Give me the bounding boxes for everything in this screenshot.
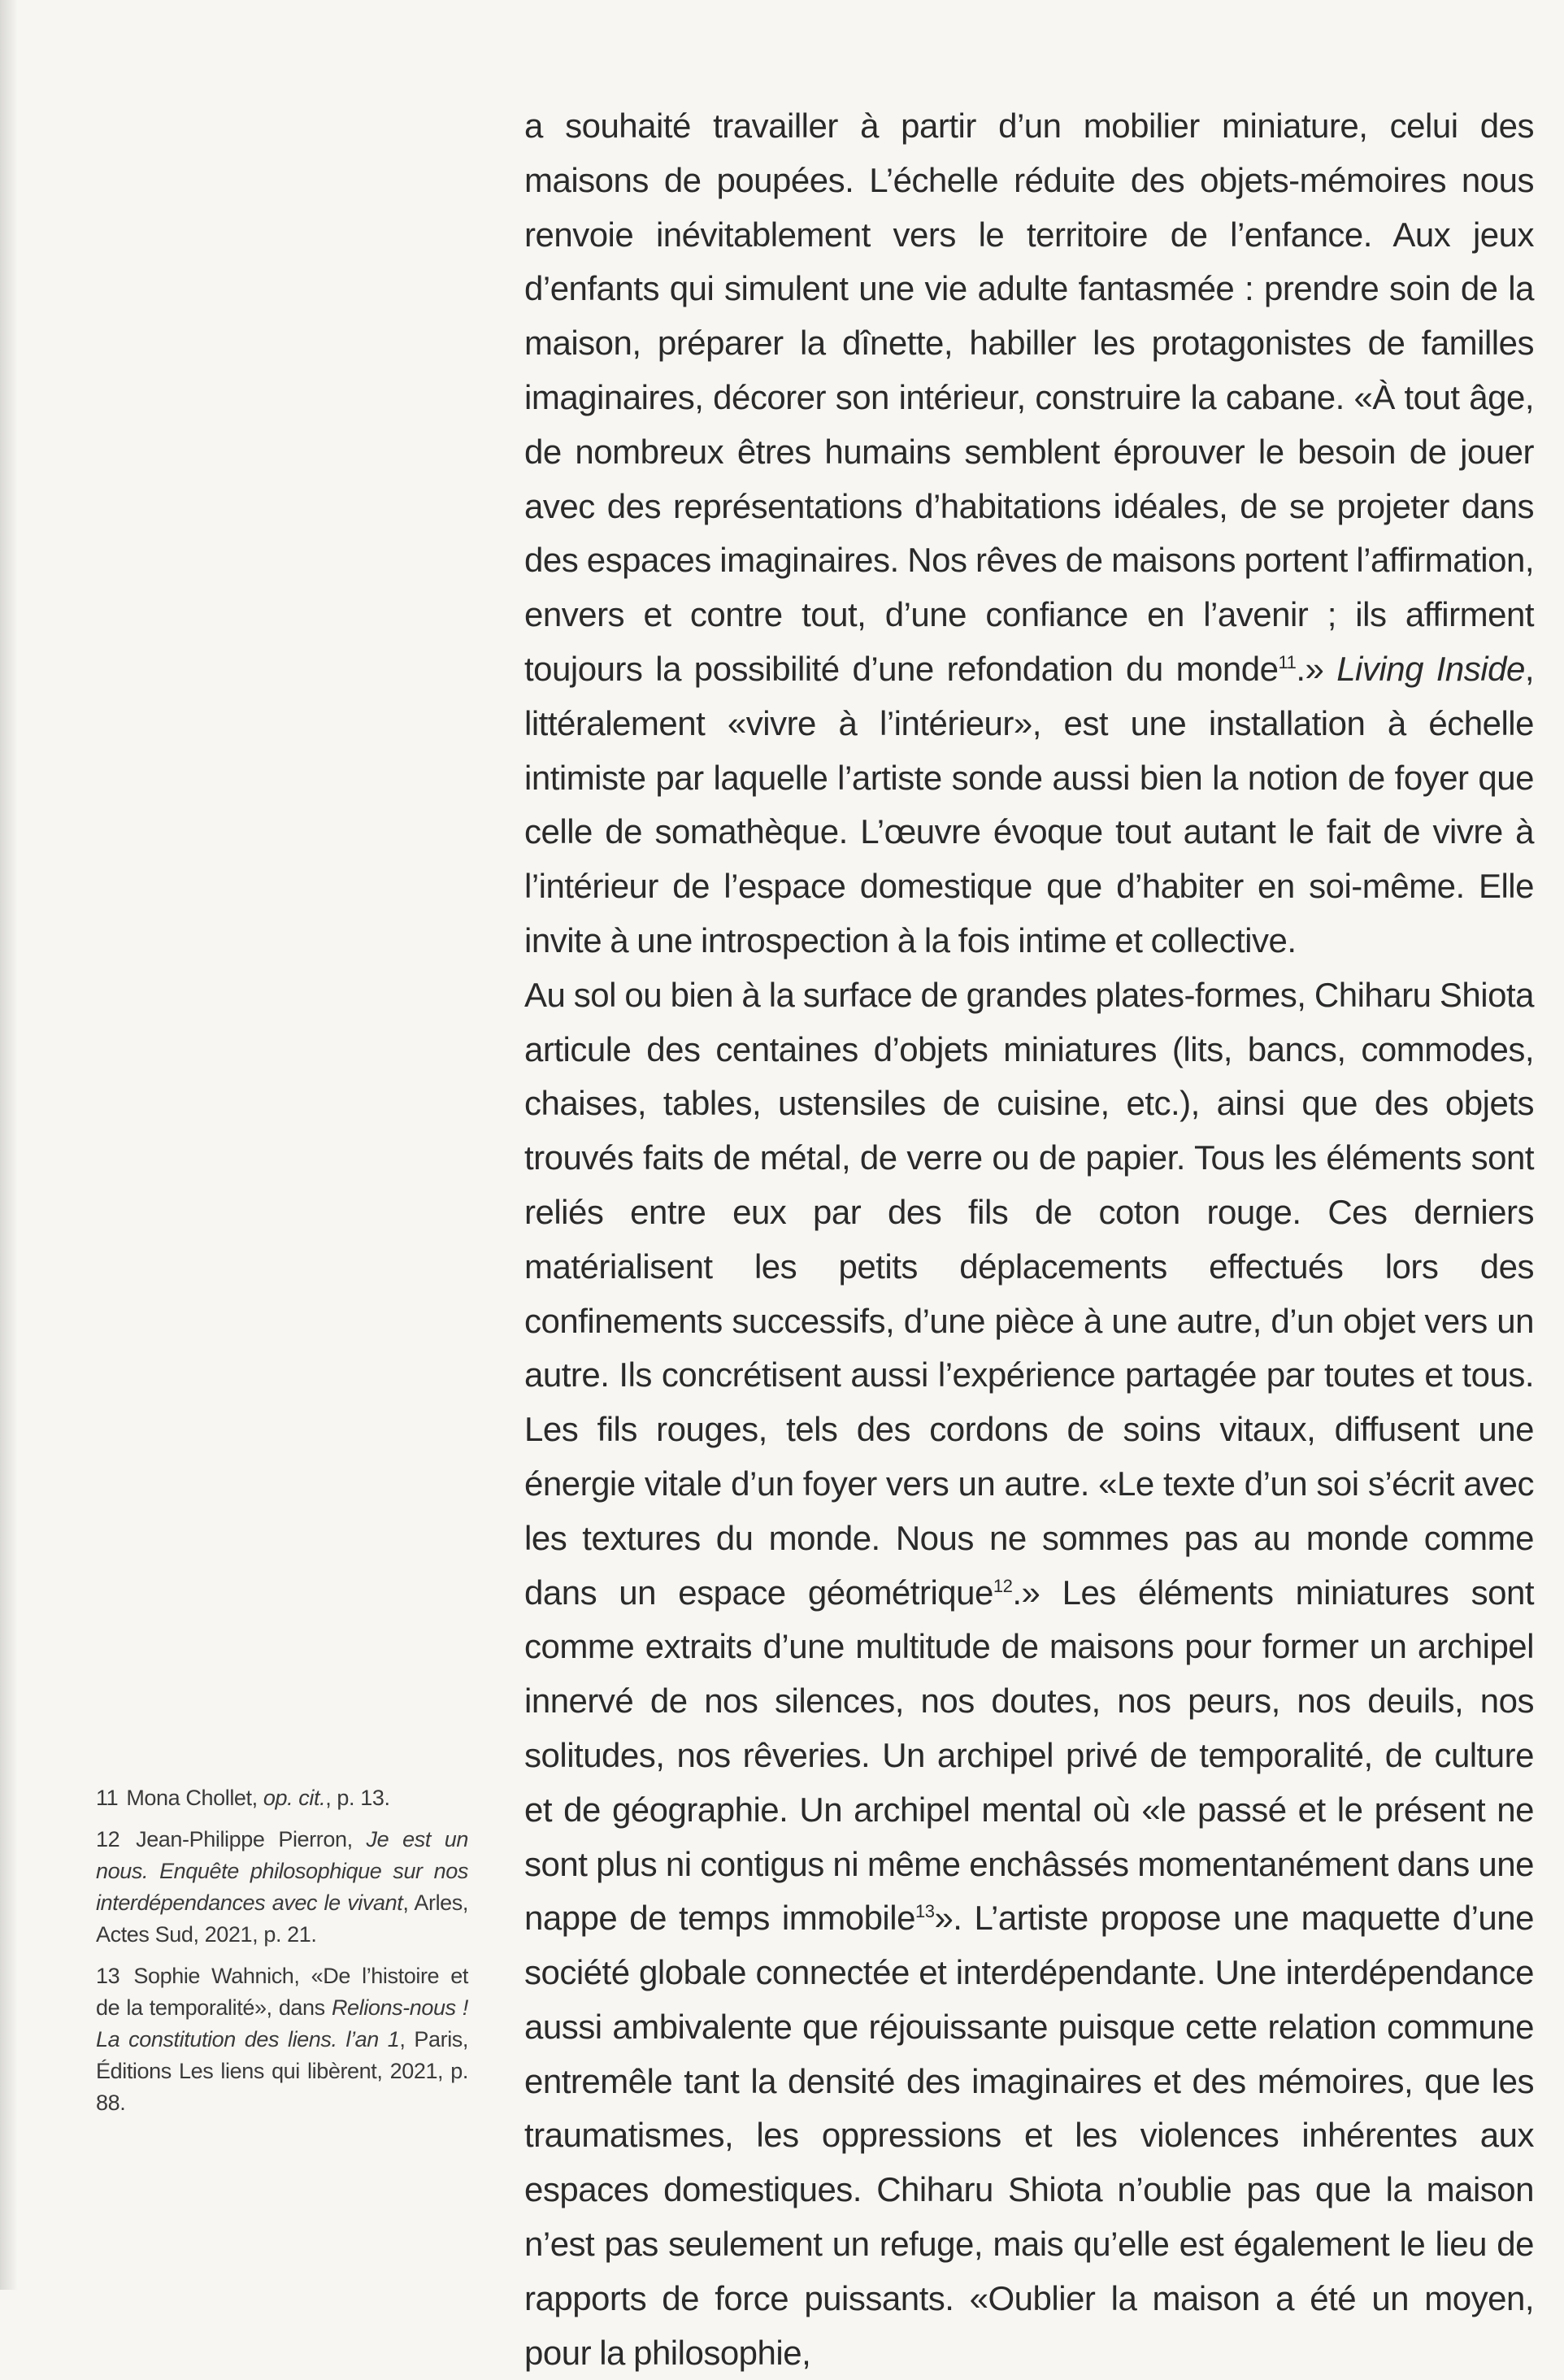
footnote-ref-11[interactable]: 11 xyxy=(1278,651,1297,672)
paragraph-2-text-b: .» Les éléments miniatures sont comme extraits d’une multitude de maisons pour former un archipel innervé de nos silences, nos doutes, nos peurs, nos deuils, nos solitudes, nos rêveries. Un archipel privé de temporalité, de culture et de géographie. Un archipel mental où «le passé et le présent ne sont plus ni contigus ni même enchâssés momentanément dans une nappe de temps immobile xyxy=(524,1573,1534,1938)
footnote-rest: , p. 13. xyxy=(325,1786,390,1810)
paragraph-1-text-b: .» xyxy=(1296,649,1337,688)
paragraph-2-text-a: Au sol ou bien à la surface de grandes plates-formes, Chiharu Shiota articule des centaines d’objets miniatures (lits, bancs, commodes, chaises, tables, ustensiles de cuisine, etc.), ainsi que des objets trouvés faits de métal, de verre ou de papier. Tous les éléments sont reliés entre eux par des fils de coton rouge. Ces derniers matérialisent les petits déplacements effectués lors des confinements successifs, d’une pièce à une autre, d’un objet vers un autre. Ils concrétisent aussi l’expérience partagée par toutes et tous. Les fils rouges, tels des cordons de soins vitaux, diffusent une énergie vitale d’un foyer vers un autre. «Le texte d’un soi s’écrit avec les textures du monde. Nous ne sommes pas au monde comme dans un espace géométrique xyxy=(524,975,1534,1612)
paragraph-2-text-c: ». L’artiste propose une maquette d’une société globale connectée et interdépendante. Une interdépendance aussi ambivalente que réjouissante puisque cette relation commune entremêle tant la densité des imaginaires et des mémoires, que les traumatismes, les oppressions et les violences inhérentes aux espaces domestiques. Chiharu Shiota n’oublie pas que la maison n’est pas seulement un refuge, mais qu’elle est également le lieu de rapports de force puissants. «Oublier la maison a été un moyen, pour la philosophie, xyxy=(524,1899,1534,2372)
footnote-italic: Je est un nous. Enquête philosophique sur nos interdépendances avec le vivant xyxy=(96,1827,469,1915)
main-text-column xyxy=(524,99,1534,2380)
footnote-number: 12 xyxy=(96,1827,120,1851)
footnote-13 xyxy=(96,1960,468,2119)
paragraph-1-text-c: , littéralement «vivre à l’intérieur», est une installation à échelle intimiste par laquelle l’artiste sonde aussi bien la notion de foyer que celle de somathèque. L’œuvre évoque tout autant le fait de vivre à l’intérieur de l’espace domestique que d’habiter en soi-même. Elle invite à une introspection à la fois intime et collective. xyxy=(524,649,1534,959)
footnote-author: Mona Chollet, xyxy=(126,1786,263,1810)
footnotes-column xyxy=(96,1782,468,2129)
footnote-ref-12[interactable]: 12 xyxy=(993,1575,1013,1596)
page-gutter-shadow xyxy=(0,0,18,2290)
paragraph-1 xyxy=(524,99,1534,968)
footnote-italic: Relions-nous ! La constitution des liens. l’an 1 xyxy=(96,1995,468,2051)
work-title-living-inside: Living Inside xyxy=(1336,649,1525,688)
footnote-ref-13[interactable]: 13 xyxy=(915,1901,935,1922)
footnote-12 xyxy=(96,1824,468,1951)
footnote-italic: op. cit. xyxy=(263,1786,326,1810)
footnote-author: Jean-Philippe Pierron, xyxy=(136,1827,367,1851)
footnote-rest: , Arles, Actes Sud, 2021, p. 21. xyxy=(96,1891,468,1947)
footnote-number: 13 xyxy=(96,1964,120,1988)
paragraph-2 xyxy=(524,968,1534,2380)
footnote-11 xyxy=(96,1782,468,1814)
paragraph-1-text-a: a souhaité travailler à partir d’un mobilier miniature, celui des maisons de poupées. L’échelle réduite des objets-mémoires nous renvoie inévitablement vers le territoire de l’enfance. Aux jeux d’enfants qui simulent une vie adulte fantasmée : prendre soin de la maison, préparer la dînette, habiller les protagonistes de familles imaginaires, décorer son intérieur, construire la cabane. «À tout âge, de nombreux êtres humains semblent éprouver le besoin de jouer avec des représentations d’habitations idéales, de se projeter dans des espaces imaginaires. Nos rêves de maisons portent l’affirmation, envers et contre tout, d’une confiance en l’avenir ; ils affirment toujours la possibilité d’une refondation du monde xyxy=(524,107,1534,688)
footnote-number: 11 xyxy=(96,1786,119,1810)
footnote-rest: , Paris, Éditions Les liens qui libèrent, 2021, p. 88. xyxy=(96,2027,468,2115)
footnote-author: Sophie Wahnich, «De l’histoire et de la temporalité», dans xyxy=(96,1964,468,2020)
